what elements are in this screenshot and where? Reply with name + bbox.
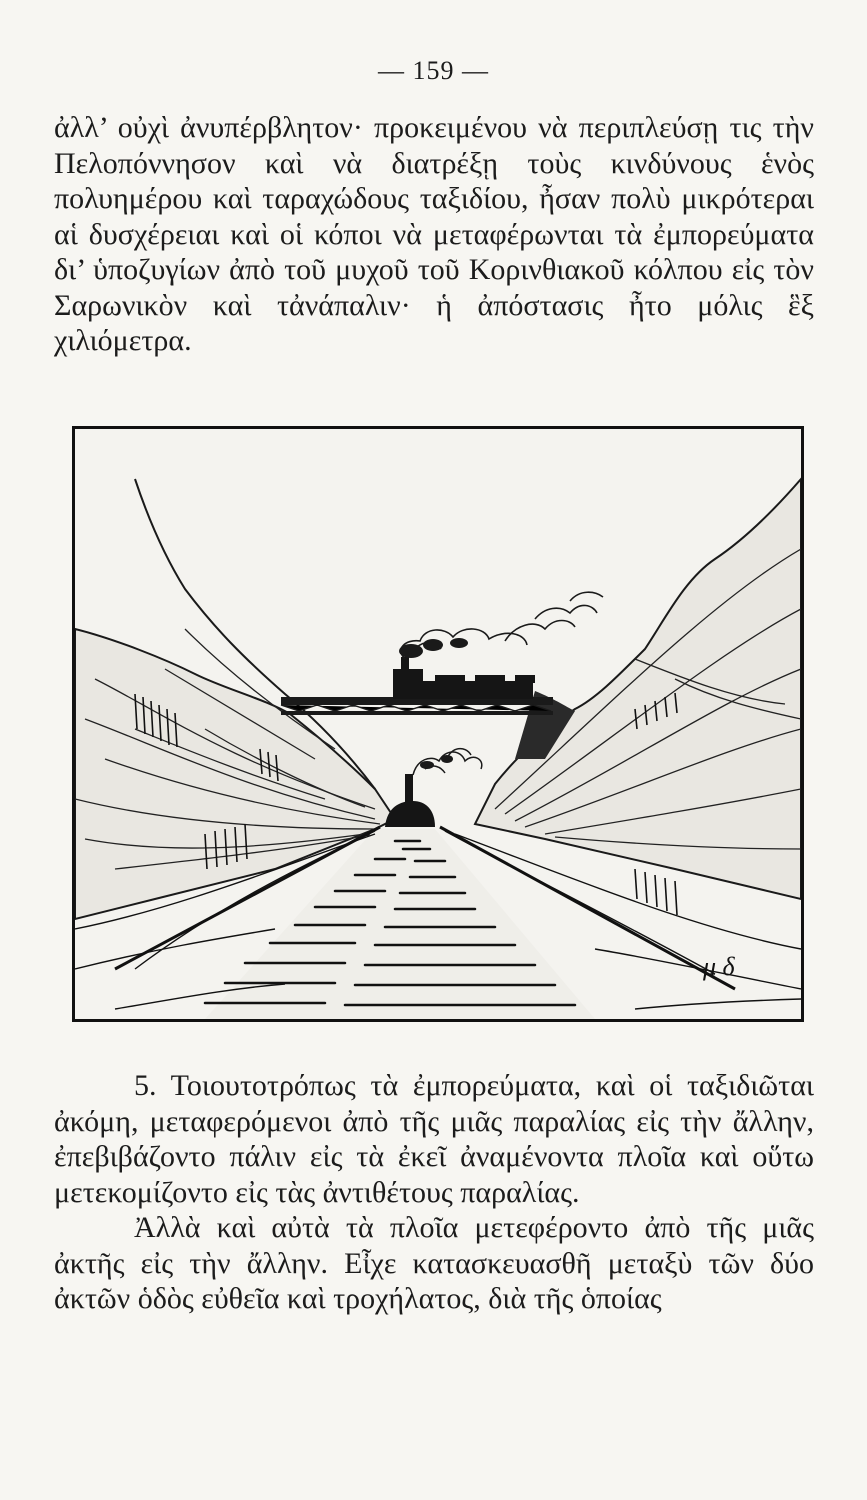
canal-drawing xyxy=(75,429,801,1019)
text-block-bottom xyxy=(54,1068,814,1317)
train xyxy=(393,657,535,699)
paragraph-bottom: Ἀλλὰ καὶ αὐτὰ τὰ πλοῖα μετεφέροντο ἀπὸ τῆς μιᾶς ἀκτῆς εἰς τὴν ἄλλην. Εἶχε κατασκευασθῆ μεταξὺ τῶν δύο ἀκτῶν ὁδὸς εὐθεῖα καὶ τροχήλατος, διὰ τῆς ὁποίας xyxy=(54,1211,814,1315)
canal-illustration xyxy=(72,426,804,1022)
page-number: — 159 — xyxy=(378,56,489,85)
artist-signature: μ δ xyxy=(703,952,735,981)
paragraph-top: ἀλλ’ οὐχὶ ἀνυπέρβλητον· προκειμένου νὰ περιπλεύσῃ τις τὴν Πελοπόννησον καὶ νὰ διατρέξῃ τοὺς κινδύνους ἑνὸς πολυημέρου καὶ ταραχώδους ταξιδίου, ἦσαν πολὺ μικρότεραι αἱ δυσχέρειαι καὶ οἱ κόποι νὰ μεταφέρωνται τὰ ἐμπορεύματα δι’ ὑποζυγίων ἀπὸ τοῦ μυχοῦ τοῦ Κορινθιακοῦ κόλπου εἰς τὸν Σαρωνικὸν καὶ τἀνάπαλιν· ἡ ἀπόστασις ἦτο μόλις ἓξ χιλιόμετρα. xyxy=(54,111,814,357)
steamship xyxy=(385,774,435,827)
railway-bridge xyxy=(281,697,553,715)
text-block-top xyxy=(54,110,814,359)
paragraph-numbered-5: 5. Τοιουτοτρόπως τὰ ἐμπορεύματα, καὶ οἱ ταξιδιῶται ἀκόμη, μεταφερόμενοι ἀπὸ τῆς μιᾶς παραλίας εἰς τὴν ἄλλην, ἐπεβιβάζοντο πάλιν εἰς τὰ ἐκεῖ ἀναμένοντα πλοῖα καὶ οὕτω μετεκομίζοντο εἰς τὰς ἀντιθέτους παραλίας. xyxy=(54,1069,814,1209)
